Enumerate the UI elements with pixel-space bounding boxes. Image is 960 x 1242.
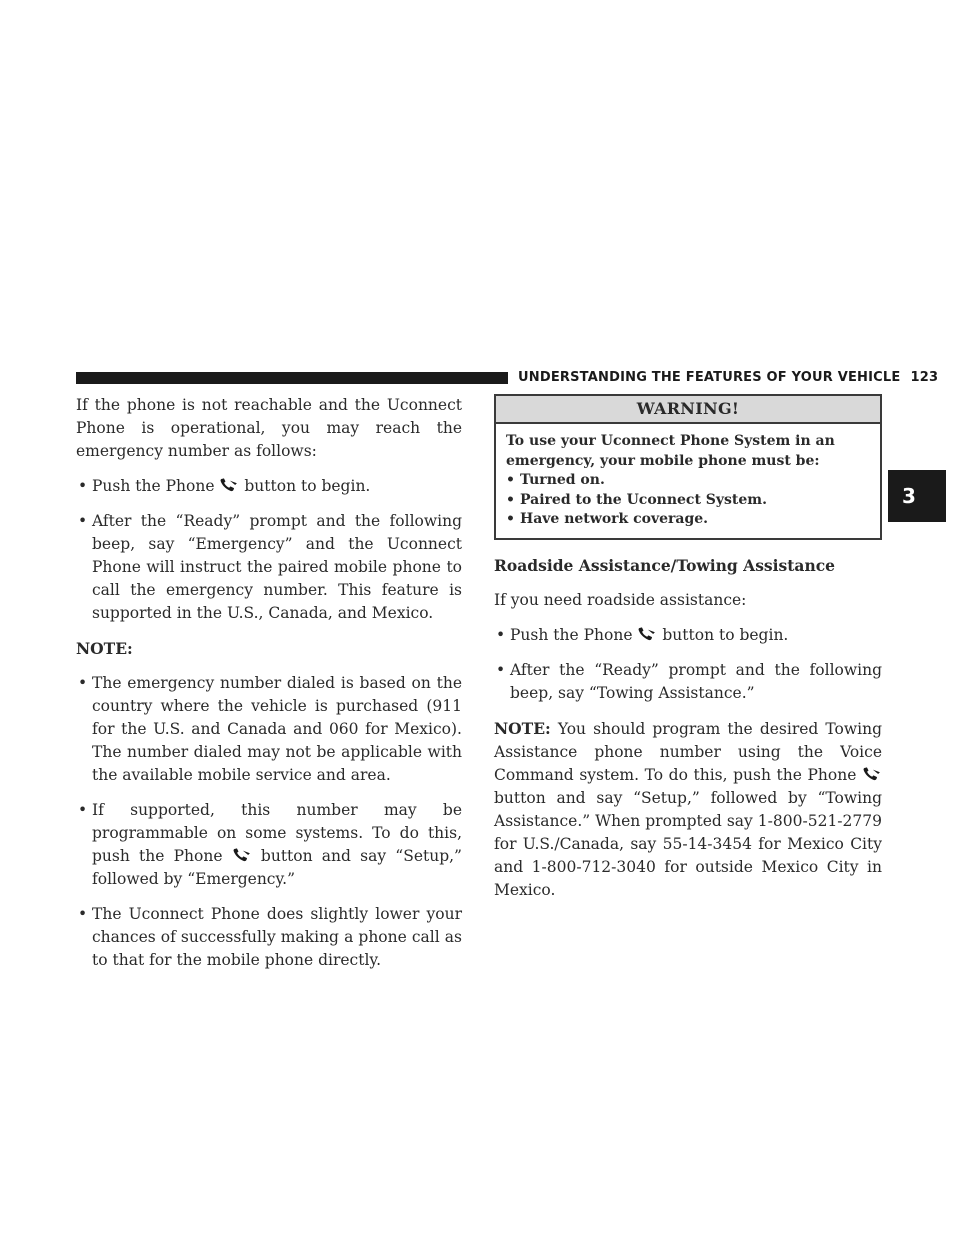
running-header (518, 370, 938, 385)
warning-title: WARNING! (496, 396, 880, 424)
phone-handset-icon (233, 848, 251, 862)
header-title: UNDERSTANDING THE FEATURES OF YOUR VEHICLE (518, 370, 901, 385)
warning-item: • Turned on. (506, 471, 872, 491)
warning-intro: To use your Uconnect Phone System in an emergency, your mobile phone must be: (506, 433, 835, 469)
chapter-tab: 3 (888, 470, 946, 522)
phone-handset-icon (863, 767, 881, 781)
page-number: 123 (910, 370, 939, 385)
intro-paragraph: If you need roadside assistance: (494, 590, 747, 609)
list-item: • If supported, this number may be programmable on some systems. To do this, push the Phone button and say “Setup,” followed by “Emergency.” (76, 799, 462, 891)
warning-body (496, 424, 880, 538)
section-heading: Roadside Assistance/Towing Assistance (494, 555, 836, 575)
phone-handset-icon (220, 478, 238, 492)
list-item: • Push the Phone button to begin. (76, 475, 462, 498)
warning-item: • Have network coverage. (506, 510, 872, 530)
note-label: NOTE: (494, 718, 551, 738)
right-column (494, 394, 882, 914)
note-label: NOTE: (76, 639, 133, 658)
warning-box (494, 394, 882, 540)
list-item: • The Uconnect Phone does slightly lower your chances of successfully making a phone call as to that for the mobile phone directly. (76, 903, 462, 972)
list-item: • Push the Phone button to begin. (494, 624, 882, 647)
list-item: • After the “Ready” prompt and the following beep, say “Emergency” and the Uconnect Phone will instruct the paired mobile phone to call the emergency number. This feature is supported in the U.S., Canada, and Mexico. (76, 510, 462, 625)
left-column (76, 394, 462, 984)
intro-paragraph: If the phone is not reachable and the Uconnect Phone is operational, you may reach the emergency number as follows: (76, 396, 462, 460)
header-rule (76, 372, 508, 384)
list-item: • After the “Ready” prompt and the following beep, say “Towing Assistance.” (494, 659, 882, 705)
note-paragraph: NOTE: You should program the desired Towing Assistance phone number using the Voice Command system. To do this, push the Phone button and say “Setup,” followed by “Towing Assistance.” When prompted say 1-800-521-2779 for U.S./Canada, say 55-14-3454 for Mexico City and 1-800-712-3040 for outside Mexico City in Mexico. (494, 718, 883, 899)
list-item: • The emergency number dialed is based on the country where the vehicle is purchased (911 for the U.S. and Canada and 060 for Mexico). The number dialed may not be applicable with the available mobile service and area. (76, 672, 462, 787)
phone-handset-icon (638, 627, 656, 641)
warning-item: • Paired to the Uconnect System. (506, 491, 872, 511)
